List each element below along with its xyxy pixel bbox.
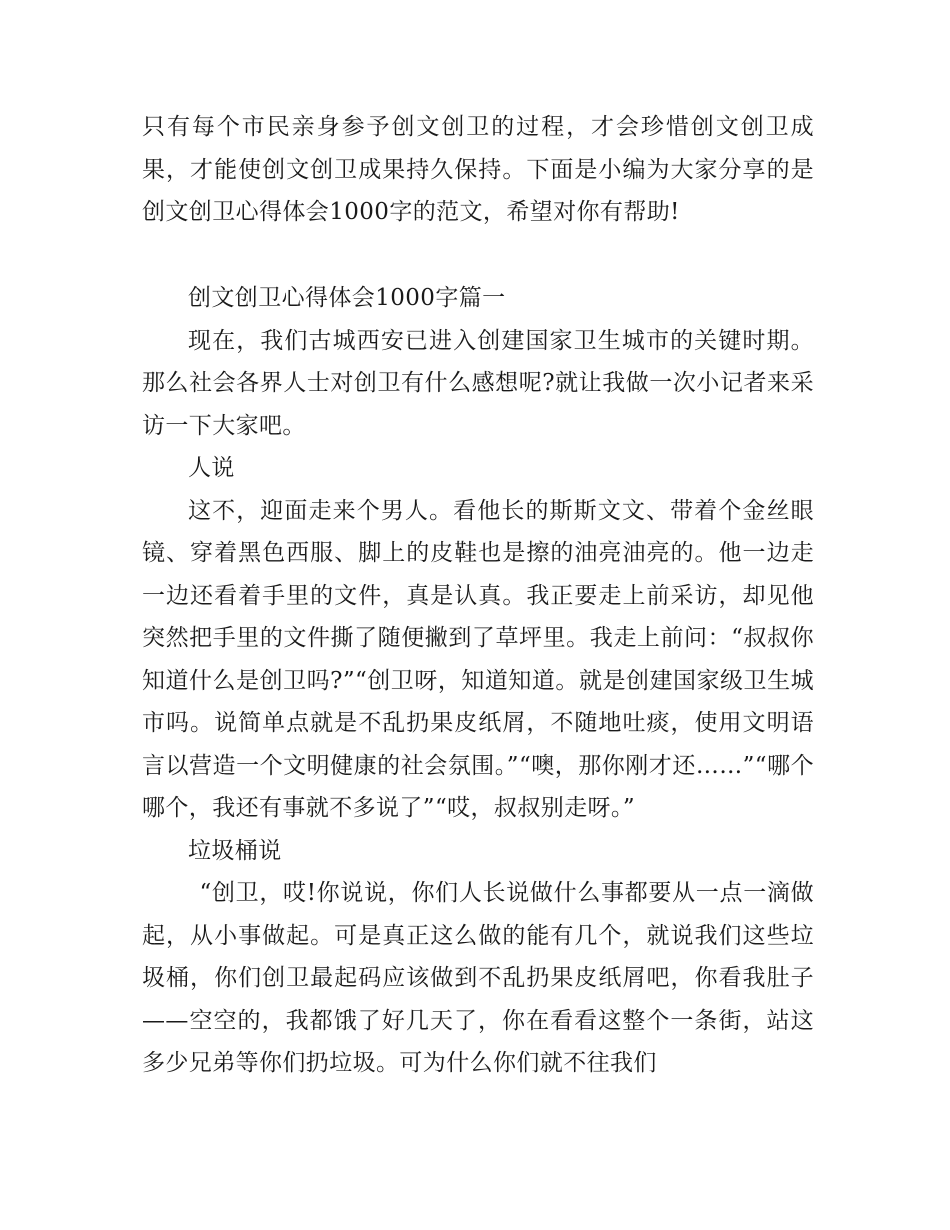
intro-section [142, 106, 814, 234]
article-section [142, 277, 814, 1085]
article-title: 创文创卫心得体会1000字篇一 [188, 285, 506, 311]
paragraph-1: 现在，我们古城西安已进入创建国家卫生城市的关键时期。那么社会各界人士对创卫有什么感想呢?就让我做一次小记者来采访一下大家吧。 [142, 327, 814, 439]
intro-paragraph: 只有每个市民亲身参予创文创卫的过程，才会珍惜创文创卫成果，才能使创文创卫成果持久保持。下面是小编为大家分享的是创文创卫心得体会1000字的范文，希望对你有帮助! [142, 114, 814, 225]
section-heading-person: 人说 [188, 455, 235, 481]
paragraph-3: “创卫，哎!你说说，你们人长说做什么事都要从一点一滴做起，从小事做起。可是真正这么做的能有几个，就说我们这些垃圾桶，你们创卫最起码应该做到不乱扔果皮纸屑吧，你看我肚子——空空的，我都饿了好几天了，你在看看这整个一条街，站这多少兄弟等你们扔垃圾。可为什么你们就不往我们 [142, 880, 814, 1076]
paragraph-2: 这不，迎面走来个男人。看他长的斯斯文文、带着个金丝眼镜、穿着黑色西服、脚上的皮鞋也是擦的油亮油亮的。他一边走一边还看着手里的文件，真是认真。我正要走上前采访，却见他突然把手里的文件撕了随便撇到了草坪里。我走上前问：“叔叔你知道什么是创卫吗?”“创卫呀，知道知道。就是创建国家级卫生城市吗。说简单点就是不乱扔果皮纸屑，不随地吐痰，使用文明语言以营造一个文明健康的社会氛围。”“噢，那你刚才还……”“哪个哪个，我还有事就不多说了”“哎，叔叔别走呀。” [142, 497, 814, 821]
section-heading-trash-can: 垃圾桶说 [188, 837, 282, 864]
